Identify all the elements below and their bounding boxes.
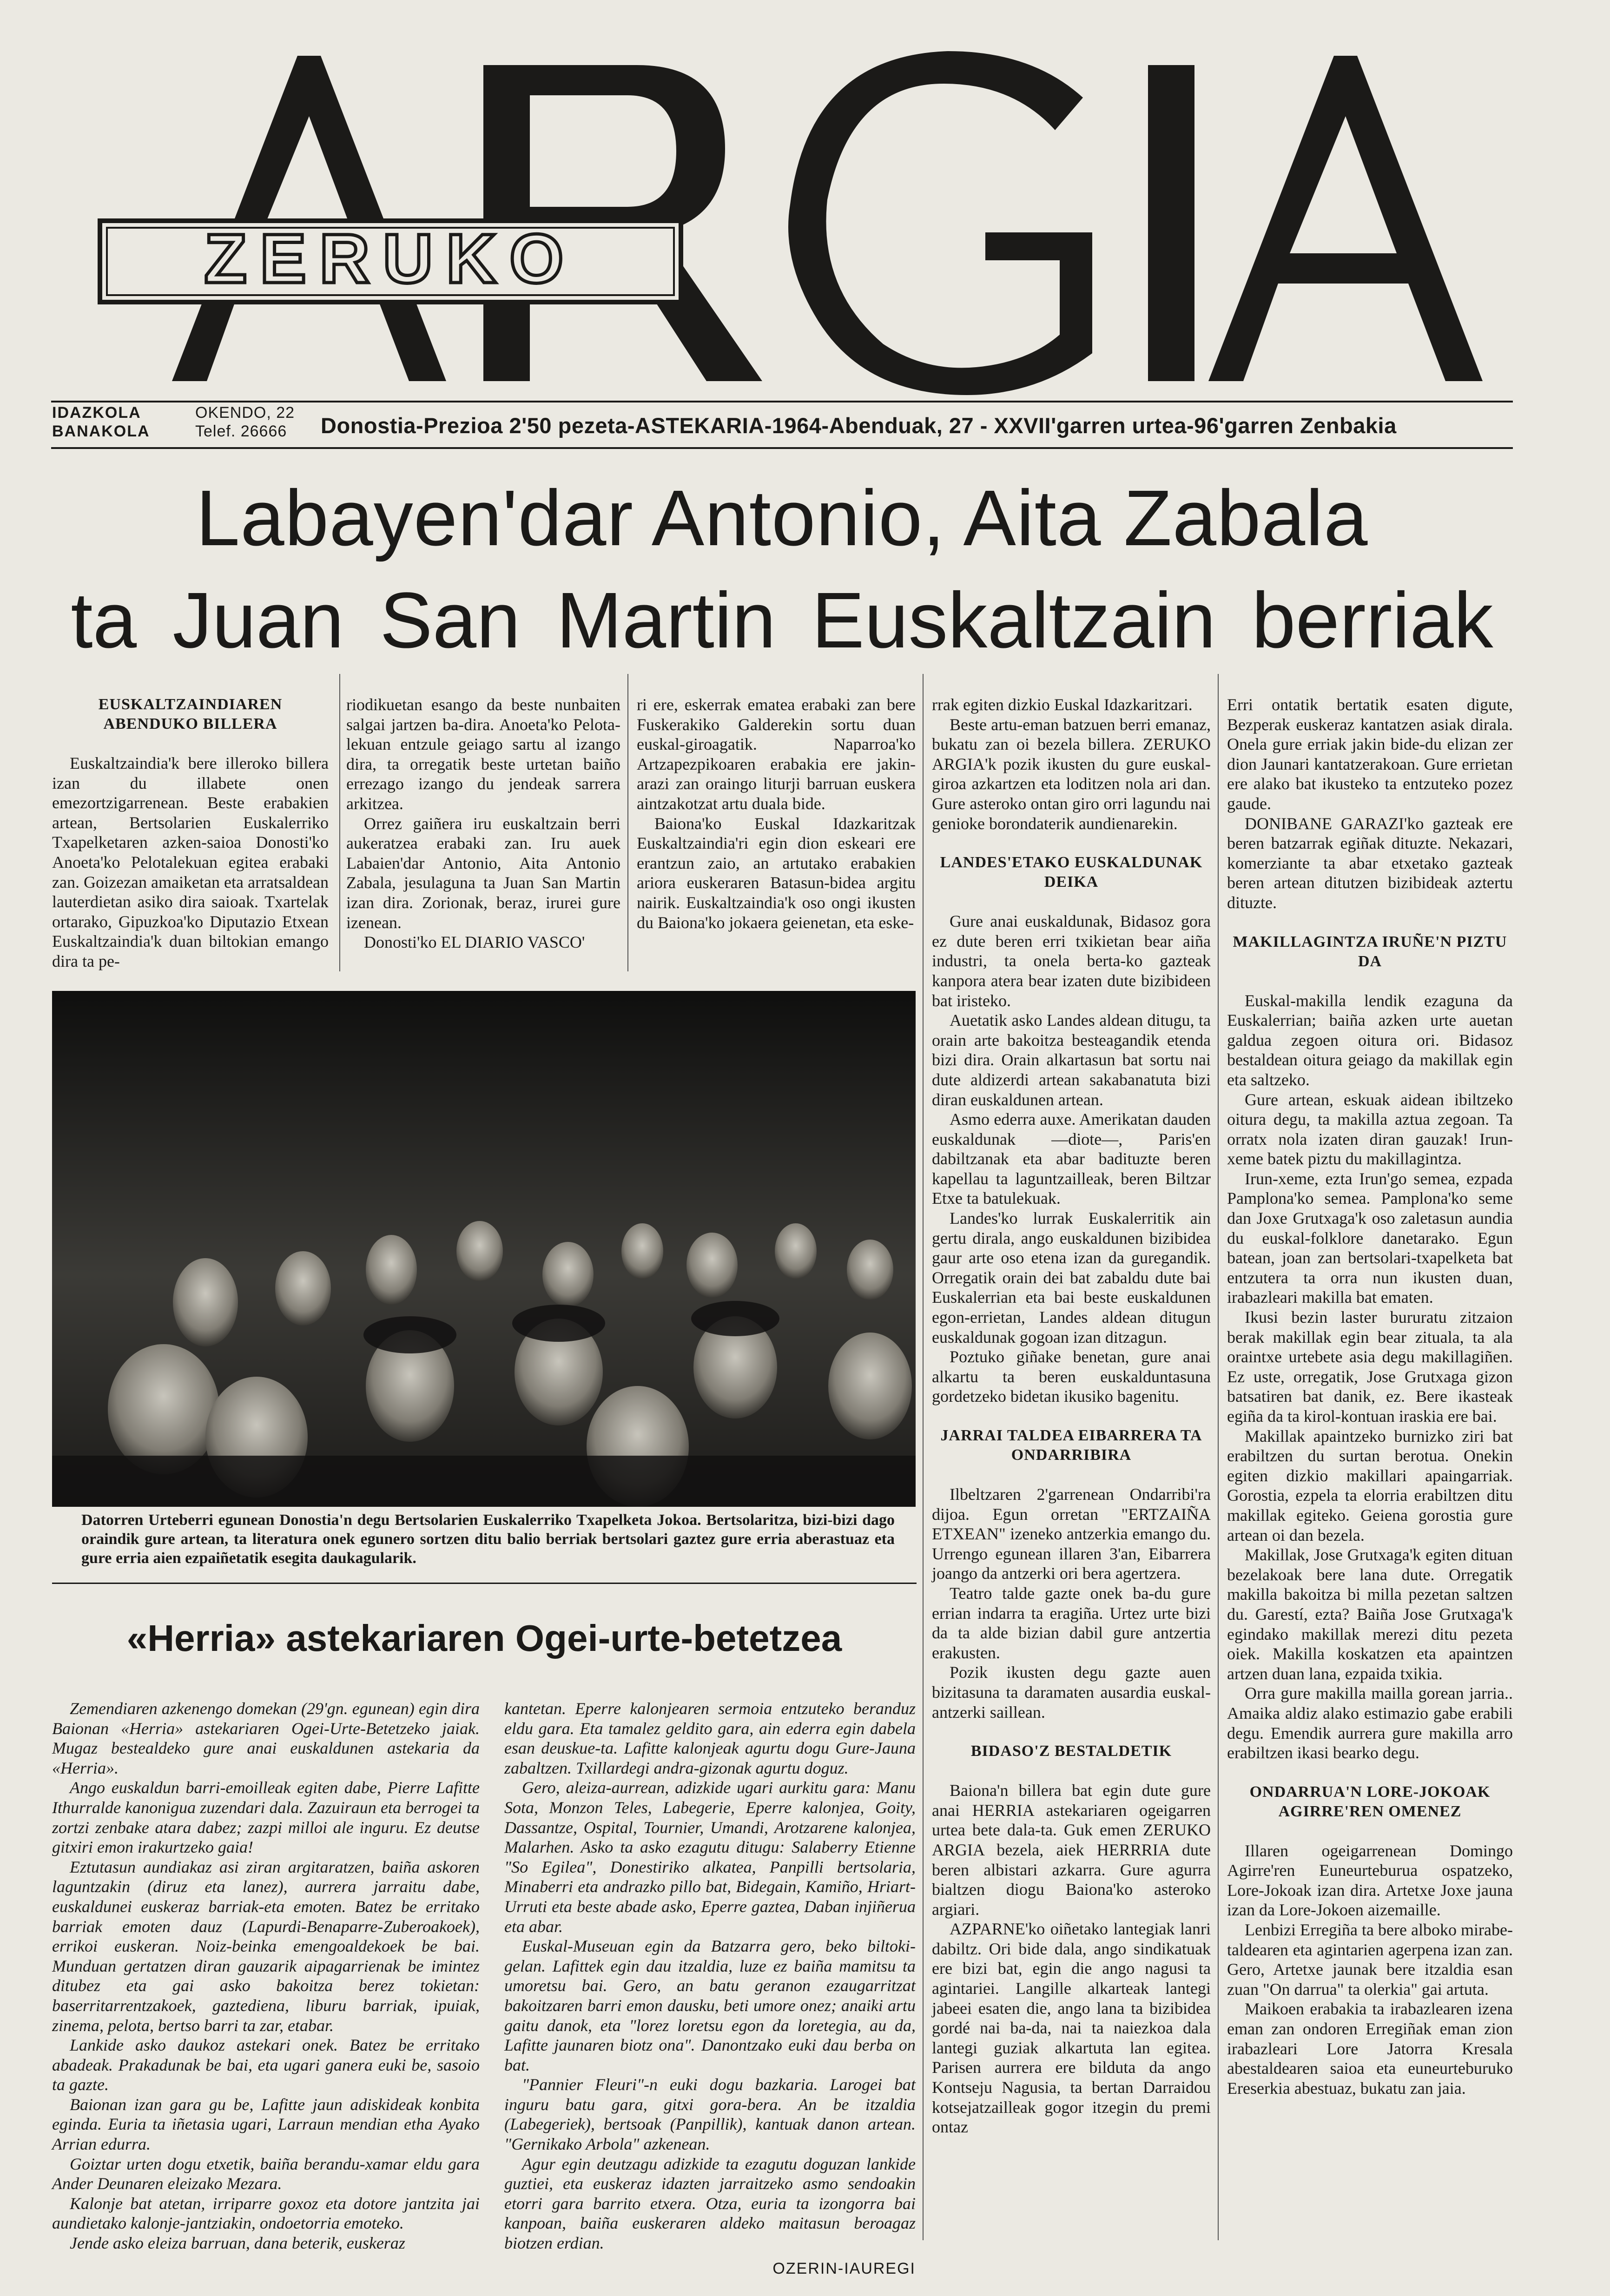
headline-line-2: ta Juan San Martin Euskaltzain berriak bbox=[71, 576, 1493, 665]
section-title: LANDES'ETAKO EUSKALDUNAK DEIKA bbox=[940, 854, 1203, 891]
admin-left: IDAZKOLA BANAKOLA bbox=[52, 404, 150, 440]
paragraph: Ango euskaldun barri-emoilleak egiten dabe, Pierre Lafitte Ithurralde kanoniguа zuzendari dala. Zazuiraun eta berrogei ta zortzi zenbake atara dabez; zazpi milloi ale inguru. Ez deutse gitxiri emon irakurtzeko gaia! bbox=[52, 1778, 480, 1857]
paragraph: Makillak, Jose Grutxaga'k egiten dituan bezelakoak bere lana dute. Orregatik makilla bakoitza bi milla pezetan saltzen du. Garestí, ezta? Baiña Jose Grutxaga'k egindako makillak merezi ditu pezeta oiek. Makilla koskatzen eta apaintzen artzen duan lana, ezpaida txikia. bbox=[1227, 1545, 1513, 1683]
column-rule bbox=[1218, 674, 1219, 2240]
column-rule bbox=[923, 674, 924, 2240]
headline-line-1: Labayen'dar Antonio, Aita Zabala bbox=[196, 474, 1368, 562]
section-title: MAKILLAGINTZA IRUÑE'N PIZTU DA bbox=[1233, 933, 1507, 970]
paragraph: Donosti'ko EL DIARIO VASCO' bbox=[364, 933, 585, 952]
masthead-rule-top bbox=[51, 401, 1513, 402]
paragraph: Teatro talde gazte onek ba-du gure errian indarra ta eragiña. Urtez urte bizi da ta alde bizian dabil gure antzertia erakusten. bbox=[932, 1583, 1211, 1662]
paragraph: riodikuetan esango da beste nunbaiten salgai jartzen ba-dira. Anoeta'ko Pelota-lekuan entzule geiago sartu al izango dira, ta orregatik beste urtetan baiño errezago izango du jendeak sarrera arkitzea. bbox=[346, 695, 620, 813]
paragraph: Auetatik asko Landes aldean ditugu, ta orain arte bakoitza besteagandik etenda bizi dira. Orain alkartasun bat sortu nai dute aldizerdi artean sakabanatuta bizi diran euskaldunen artean. bbox=[932, 1011, 1211, 1109]
signature: OZERIN-IAUREGI bbox=[772, 2259, 916, 2277]
paragraph: Gure anai euskaldunak, Bidasoz gora ez dute beren erri txikietan bear aiña industri, ta onela berta-ko gazteak kanpora atera bear izaten dute bizibideen bat iristeko. bbox=[932, 912, 1211, 1010]
paragraph: Agur egin deutzagu adizkide ta ezagutu doguzan lankide guztiei, eta euskeraz idazten jarraitzeko asmo sendoakin etorri gara barrito etxera. Otza, euria ta izongorra bai kanpoan, baiña euskeraren aldeko maitasun beroagaz biotzen erdian. bbox=[504, 2154, 916, 2253]
paragraph: AZPARNE'ko oiñetako lantegiak lanri dabiltz. Ori bide dala, ango sindikatuak ere bizi bat, egin die ango nagusi ta agintariei. Langille alkarteak lantegi jabeei esaten die, ango lana ta bizibidea gordé nai ba-da, nai ta naiezkoa dala lantegi guziak alkartuta lan egitea. Parisen aurrera ere bilduta da ango Kontseju Nagusia, ta bertan Darraidou kotsejatzailleak gogor itzegin du premi ontaz bbox=[932, 1920, 1211, 2137]
herria-column-left bbox=[52, 1699, 480, 2253]
admin-address: OKENDO, 22 Telef. 26666 bbox=[195, 404, 295, 440]
paragraph: Euskaltzaindia'k bere illeroko billera izan du illabete onen emezortzigarrenean. Beste erabakien artean, Bertsolarien Euskalerriko Txapelketaren azken-saioa Donosti'ko Anoeta'ko Pelotalekuan egitea erabaki zan. Goizezan amaiketan eta arratsaldean lauterdietan asiko dira saioak. Txartelak ortarako, Gipuzkoa'ko Diputazio Etxean Euskaltzaindia'k duan biltokian emango dira ta pe- bbox=[52, 754, 329, 970]
paragraph: Eztutasun aundiakaz asi ziran argitaratzen, baiña askoren laguntzakin (diruz eta lanez), aurrera jarraitu dabe, euskaldunei euskeraz barriak-eta emoten. Batez be erritako barriak emoten dauz (Lapurdi-Benaparre-Zuberoakoek), errikoi euskeran. Noiz-beinka emengoaldekoek be bai. Munduan gertatzen diran gauzarik aipagarrienak be imintez ditubez eta gai asko bakoitza berez tokietan: baserritarrentzakoek, gaztediena, liburu barriak, ipuiak, zinema, pelota, bertso barri ta zar, etabar. bbox=[52, 1857, 480, 2035]
column-rule bbox=[339, 674, 340, 971]
paragraph: Landes'ko lurrak Euskalerritik ain gertu dirala, ango euskaldunen bizibidea gaur arte oso etena izan da guregandik. Orregatik orain dei bat zabaldu dute bai Euskalerrian eta bai beste euskaldunen egon-errietan, Landes aldean ditugun euskaldunak gogoan izan ditzagun. bbox=[932, 1209, 1211, 1346]
paragraph: Gure artean, eskuak aidean ibiltzeko oitura degu, ta makilla aztua zegoan. Ta orratx nola izaten diran gauzak! Irun-xeme batek piztu du makillagintza. bbox=[1227, 1090, 1513, 1168]
paragraph: Zemendiaren azkenengo domekan (29'gn. egunean) egin dira Baionan «Herria» astekariaren Ogei-Urte-Betetzeko jaiak. Mugaz bestealdeko gure anai euskaldunen astekaria da «Herria». bbox=[52, 1699, 480, 1777]
paragraph: Maikoen erabakia ta irabazlearen izena eman zan ondoren Erregiñak eman zion irabazleari Lore Jatorra Kresala abestaldearen saioa eta euneurteburuko Ereserkia abestuaz, bukatu zan jaia. bbox=[1227, 1999, 1513, 2098]
paragraph: Erri ontatik bertatik esaten digute, Bezperak euskeraz kantatzen asiak dirala. Onela gure erriak jakin bide-du elizan zer dion Jaunari kantatzerakoan. Gure errietan ere alako bat ikusteko ta entzuteko pozez gaude. bbox=[1227, 695, 1513, 813]
herria-title: «Herria» astekariaren Ogei-urte-betetzea bbox=[126, 1617, 842, 1659]
paragraph: "Pannier Fleuri"-n euki dogu bazkaria. Larogei bat inguru batu gara, gitxi gora-bera. An be itzaldia (Labegeriek), bertsoak (Panpillik), kantuak danon artean. "Gernikako Arbola" azkenean. bbox=[504, 2075, 916, 2154]
section-title: BIDASO'Z BESTALDETIK bbox=[970, 1742, 1172, 1760]
paragraph: Euskal-Museuan egin da Batzarra gero, beko biltoki-gelan. Lafittek egin dau itzaldia, luze ez baiña mamitsu ta umoretsu bai. Gero, an batu geranon ezaugarritzat bakoitzaren barri emon dausku, beti umore onez; anaiki artu gaitu danok, eta "lorez loretsu egon da loretegia, au da, Lafitte jaunaren biotz ona". Danontzako euki dau berba on bat. bbox=[504, 1937, 916, 2074]
paragraph: Poztuko giñake benetan, gure anai alkartu ta beren euskalduntasuna gordetzeko bidetan ikusiko bagenitu. bbox=[932, 1347, 1211, 1406]
paragraph: Gero, aleiza-aurrean, adizkide ugari aurkitu gara: Manu Sota, Monzon Teles, Labegerie, Eperre kalonjea, Goity, Dassantze, Ospital, Tournier, Umandi, Arotzarene kalonjea, Malarhen. Asko ta asko ezagutu ditugu: Salaberry Etienne "So Egilea", Donestiriko alkatea, Panpilli bertsolaria, Minaberri eta andrazko pillo bat, Bidegain, Kamiño, Hriart-Urruti eta beste abade asko, Eperre gaztea, Daban injiñerua eta abar. bbox=[504, 1778, 916, 1936]
zeruko-wordmark: ZERUKO bbox=[204, 219, 577, 297]
paragraph: Asmo ederra auxe. Amerikatan dauden euskaldunak —diote—, Paris'en dabiltzanak eta abar badituzte beren kapellau ta laguntzailleak, beren Biltzar Etxe ta batulekuak. bbox=[932, 1110, 1211, 1208]
section-title: JARRAI TALDEA EIBARRERA TA ONDARRIBIRA bbox=[940, 1427, 1202, 1464]
article-column-1 bbox=[52, 695, 329, 971]
paragraph: Orrez gaiñera iru euskaltzain berri aukeratzea erabaki zan. Iru auek Labaien'dar Antonio, Aita Antonio Zabala, jesulaguna ta Juan San Martin izan dira. Zorionak, beraz, irurei gure izenean. bbox=[346, 814, 620, 932]
paragraph: Ikusi bezin laster bururatu zitzaion berak makillak egin bear zituala, ta ala oraintxe urtebete asia degu makillagiñen. Ez uste, orregatik, Jose Grutxaga gizon batsatiren bat danik, ez. Bere ikasteak egiña da ta kirol-kontuan iraskia ere bai. bbox=[1227, 1308, 1513, 1425]
paragraph: ri ere, eskerrak ematea erabaki zan bere Fuskerakiko Galderekin sortu duan euskal-giroagatik. Naparroa'ko Artzapezpikoaren erabakia ere jakin-arazi zan oraingo liturji barruan euskera aintzakotzat artu duala bide. bbox=[637, 695, 916, 813]
paragraph: Illaren ogeigarrenean Domingo Agirre'ren Euneurteburua ospatzeko, Lore-Jokoak izan dira. Artetxe Joxe jauna izan da Lore-Jokoen aizemaille. bbox=[1227, 1841, 1513, 1920]
paragraph: Baionan izan gara gu be, Lafitte jaun adiskideak konbita eginda. Euria ta iñetasia ugari, Larraun mendian etha Ayako Arrian edurra. bbox=[52, 2095, 480, 2154]
paragraph: Irun-xeme, ezta Irun'go semea, ezpada Pamplona'ko semea. Pamplona'ko seme dan Joxe Grutxaga'k oso zaletasun aundia du euskal-folklore danetarako. Egun batean, joan zan bertsolari-txapelketa bat entzutera ta orra nun ikusten duan, irabazleari makilla bat ematen. bbox=[1227, 1169, 1513, 1307]
paragraph: Lankide asko daukoz astekari onek. Batez be erritako abadeak. Prakadunak be bai, eta ugari ganera euki be, sasoio ta gazte. bbox=[52, 2036, 480, 2094]
article-column-5 bbox=[1227, 695, 1513, 2098]
paragraph: Pozik ikusten degu gazte auen bizitasuna ta daramaten ausardia euskal-antzerki saillean. bbox=[932, 1663, 1211, 1722]
paragraph: Euskal-makilla lendik ezaguna da Euskalerrian; baiña azken urte auetan galdua zegoen oitura ori. Bidasoz bestaldean oitura geiago da makillak egin eta saltzeko. bbox=[1227, 991, 1513, 1089]
herria-column-right bbox=[504, 1699, 916, 2278]
paragraph: rrak egiten dizkio Euskal Idazkaritzari. bbox=[932, 695, 1193, 714]
masthead-rule-bottom bbox=[51, 447, 1513, 449]
paragraph: kantetan. Eperre kalonjearen sermoia entzuteko beranduz eldu gara. Eta tamalez geldito gara, ain ederra egin dabela esan deuskue-ta. Lafitte kalonjeak agurtu dogu Gure-Jauna zabaltzen. Txillardegi andra-gizonak agurtu doguz. bbox=[504, 1699, 916, 1777]
section-title: ONDARRUA'N LORE-JOKOAK AGIRRE'REN OMENEZ bbox=[1249, 1783, 1491, 1820]
audience-photo bbox=[52, 991, 916, 1507]
paragraph: Orra gure makilla mailla gorean jarria.. Amaika aldiz alako estimazio gabe erabili degu. Emendik aurrera gure makilla arro erabiltzen ikasi bearko degu. bbox=[1227, 1684, 1513, 1762]
section-rule bbox=[52, 1583, 917, 1584]
issue-line: Donostia-Prezioa 2'50 pezeta-ASTEKARIA-1964-Abenduak, 27 - XXVII'garren urtea-96'garren Zenbakia bbox=[321, 413, 1397, 438]
section-title: EUSKALTZAINDIAREN ABENDUKO BILLERA bbox=[98, 696, 283, 732]
article-column-4 bbox=[932, 695, 1211, 2137]
paragraph: Ilbeltzaren 2'garrenean Ondarribi'ra dijoa. Egun orretan "ERTZAIÑA ETXEAN" izeneko antzerkia emango du. Urrengo egunean illaren 3'an, Eibarrera joango da antzerki ori bera agertzera. bbox=[932, 1485, 1211, 1583]
article-column-3 bbox=[637, 695, 916, 932]
paragraph: Kalonje bat atetan, irriparre goxoz eta dotore jantzita jai aundietako kalonje-jantziakin, ondoetorria emoteko. bbox=[52, 2194, 480, 2233]
column-rule bbox=[627, 674, 628, 971]
paragraph: DONIBANE GARAZI'ko gazteak ere beren batzarrak egiñak dituzte. Nekazari, komerziante ta abar etxetako gazteak beren artean ditutzen bizibideak aztertu dituzte. bbox=[1227, 814, 1513, 912]
masthead bbox=[0, 0, 1610, 400]
masthead-logo bbox=[0, 0, 1610, 400]
paragraph: Jende asko eleiza barruan, dana beterik, euskeraz bbox=[70, 2234, 405, 2253]
paragraph: Baiona'ko Euskal Idazkaritzak Euskaltzaindia'ri egin dion eskeari ere erantzun zaio, an artutako erabakien ariora euskeraren Batasun-bidea argitu nairik. Euskaltzaindia'k oso ongi ikusten du Baiona'ko jokaera geienetan, eta eske- bbox=[637, 814, 916, 932]
photo-caption: Datorren Urteberri egunean Donostia'n degu Bertsolarien Euskalerriko Txapelketa Jokoa. Bertsolaritza, bizi-bizi dago oraindik gure artean, ta literatura onek egunero sortzen ditu balio berriak bertsolari gaztez gure erria aberastuaz eta gure erria aien ezpaiñetatik esegita daukagularik. bbox=[81, 1511, 895, 1567]
paragraph: Lenbizi Erregiña ta bere alboko mirabe-taldearen eta agintarien agerpena izan zan. Gero, Artetxe jaunak bere itzaldia esan zuan "On darrua" ta olerkia" gai artuta. bbox=[1227, 1920, 1513, 1999]
paragraph: Goiztar urten dogu etxetik, baiña berandu-xamar eldu gara Ander Deunaren eleizako Mezara. bbox=[52, 2154, 480, 2193]
paragraph: Baiona'n billera bat egin dute gure anai HERRIA astekariaren ogeigarren urtea bete dala-ta. Guk emen ZERUKO ARGIA bezela, aiek HERRRIA dute beren albistari azkarra. Gure agurra bialtzen diogu Baiona'ko asteroko argiari. bbox=[932, 1781, 1211, 1919]
paragraph: Beste artu-eman batzuen berri emanaz, bukatu zan oi bezela billera. ZERUKO ARGIA'k pozik ikusten du gure euskal-giroa azkartzen eta loditzen nola ari dan. Gure asteroko ontan giro orri lagundu nai genioke borondaterik aundienarekin. bbox=[932, 715, 1211, 833]
article-column-2 bbox=[346, 695, 620, 952]
paragraph: Makillak apaintzeko burnizko ziri bat erabiltzen du surtan berotua. Onekin egiten dizkio makillari apaingarriak. Gorostia, ezpela ta elorria erabiltzen ditu makillak egiteko. Geiena gorostia gure artean oi dan bezela. bbox=[1227, 1426, 1513, 1544]
